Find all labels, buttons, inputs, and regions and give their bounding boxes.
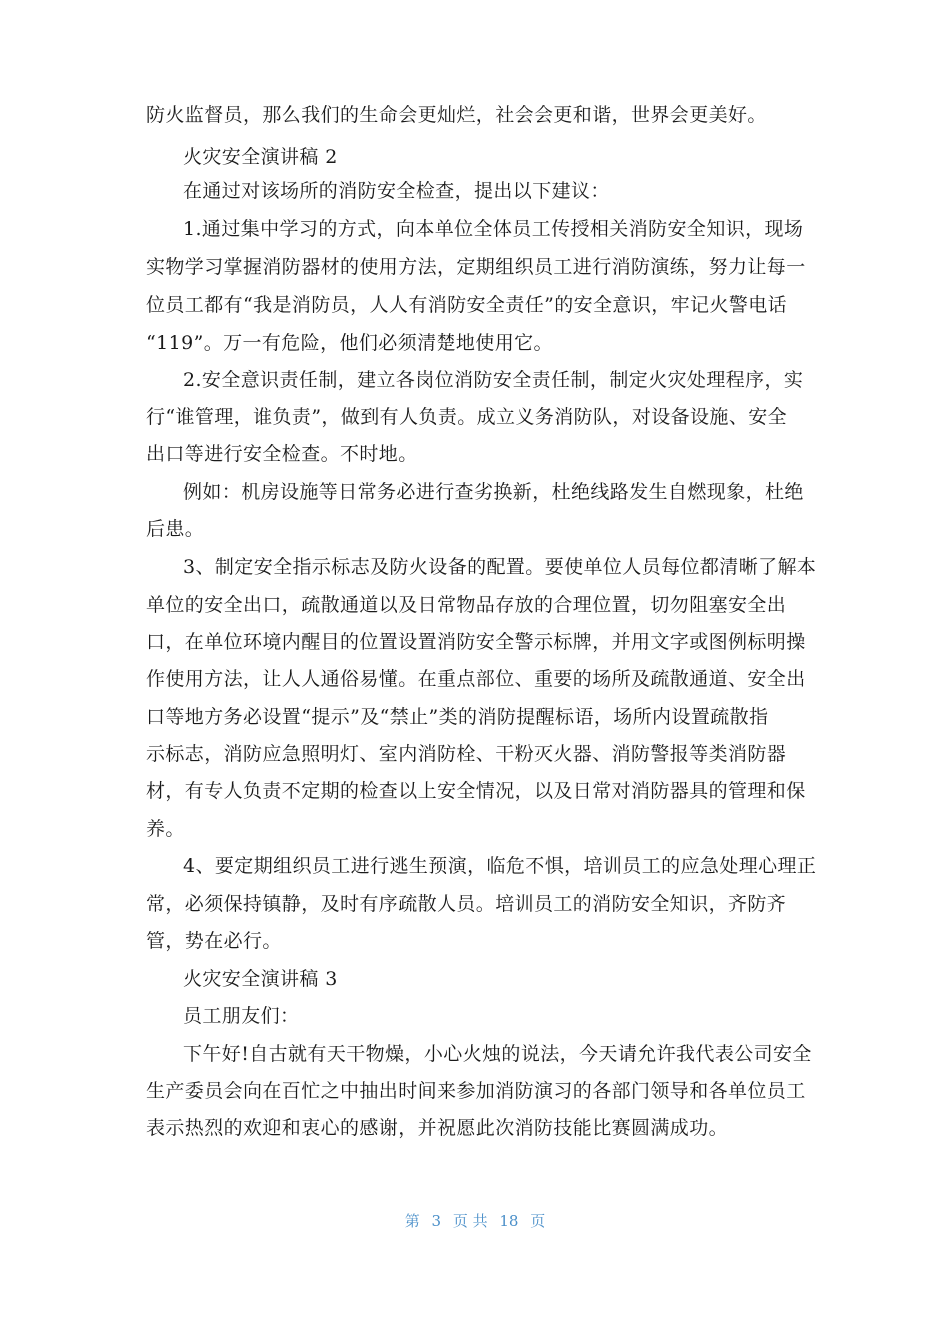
text-line: 1.通过集中学习的方式，向本单位全体员工传授相关消防安全知识，现场 bbox=[183, 218, 804, 240]
text-line: 后患。 bbox=[146, 518, 205, 540]
text-line: 行“谁管理，谁负责”，做到有人负责。成立义务消防队，对设备设施、安全 bbox=[146, 406, 788, 428]
text-line: “119”。万一有危险，他们必须清楚地使用它。 bbox=[146, 332, 553, 354]
text-line: 4、要定期组织员工进行逃生预演，临危不惧，培训员工的应急处理心理正 bbox=[183, 855, 817, 877]
text-line: 养。 bbox=[146, 818, 185, 840]
text-line: 单位的安全出口，疏散通道以及日常物品存放的合理位置，切勿阻塞安全出 bbox=[146, 594, 787, 616]
text-line: 示标志，消防应急照明灯、室内消防栓、干粉灭火器、消防警报等类消防器 bbox=[146, 743, 787, 765]
text-line: 防火监督员，那么我们的生命会更灿烂，社会会更和谐，世界会更美好。 bbox=[146, 104, 767, 126]
text-line: 位员工都有“我是消防员，人人有消防安全责任”的安全意识，牢记火警电话 bbox=[146, 294, 788, 316]
text-line: 作使用方法，让人人通俗易懂。在重点部位、重要的场所及疏散通道、安全出 bbox=[146, 668, 806, 690]
section-heading: 火灾安全演讲稿 3 bbox=[183, 968, 338, 990]
text-line: 材，有专人负责不定期的检查以上安全情况，以及日常对消防器具的管理和保 bbox=[146, 780, 806, 802]
footer-current-page: 3 bbox=[431, 1212, 442, 1230]
text-line: 生产委员会向在百忙之中抽出时间来参加消防演习的各部门领导和各单位员工 bbox=[146, 1080, 806, 1102]
text-line: 在通过对该场所的消防安全检查，提出以下建议： bbox=[183, 180, 610, 202]
text-line: 2.安全意识责任制，建立各岗位消防安全责任制，制定火灾处理程序，实 bbox=[183, 369, 804, 391]
text-line: 例如：机房设施等日常务必进行查劣换新，杜绝线路发生自燃现象，杜绝 bbox=[183, 481, 804, 503]
footer-ye: 页 bbox=[530, 1212, 546, 1230]
text-line: 口等地方务必设置“提示”及“禁止”类的消防提醒标语，场所内设置疏散指 bbox=[146, 706, 769, 728]
page-footer bbox=[0, 1209, 950, 1233]
section-heading: 火灾安全演讲稿 2 bbox=[183, 146, 338, 168]
text-line: 下午好!自古就有天干物燥，小心火烛的说法，今天请允许我代表公司安全 bbox=[183, 1043, 812, 1065]
footer-di: 第 bbox=[404, 1212, 420, 1230]
text-line: 常，必须保持镇静，及时有序疏散人员。培训员工的消防安全知识，齐防齐 bbox=[146, 893, 787, 915]
text-line: 3、制定安全指示标志及防火设备的配置。要使单位人员每位都清晰了解本 bbox=[183, 556, 817, 578]
footer-total-pages: 18 bbox=[499, 1212, 519, 1230]
footer-ye-gong: 页 共 bbox=[452, 1212, 488, 1230]
text-line: 管，势在必行。 bbox=[146, 930, 282, 952]
text-line: 出口等进行安全检查。不时地。 bbox=[146, 443, 418, 465]
text-line: 实物学习掌握消防器材的使用方法，定期组织员工进行消防演练，努力让每一 bbox=[146, 256, 806, 278]
text-line: 表示热烈的欢迎和衷心的感谢，并祝愿此次消防技能比赛圆满成功。 bbox=[146, 1117, 729, 1139]
text-line: 员工朋友们： bbox=[183, 1005, 300, 1027]
text-line: 口，在单位环境内醒目的位置设置消防安全警示标牌，并用文字或图例标明操 bbox=[146, 631, 806, 653]
